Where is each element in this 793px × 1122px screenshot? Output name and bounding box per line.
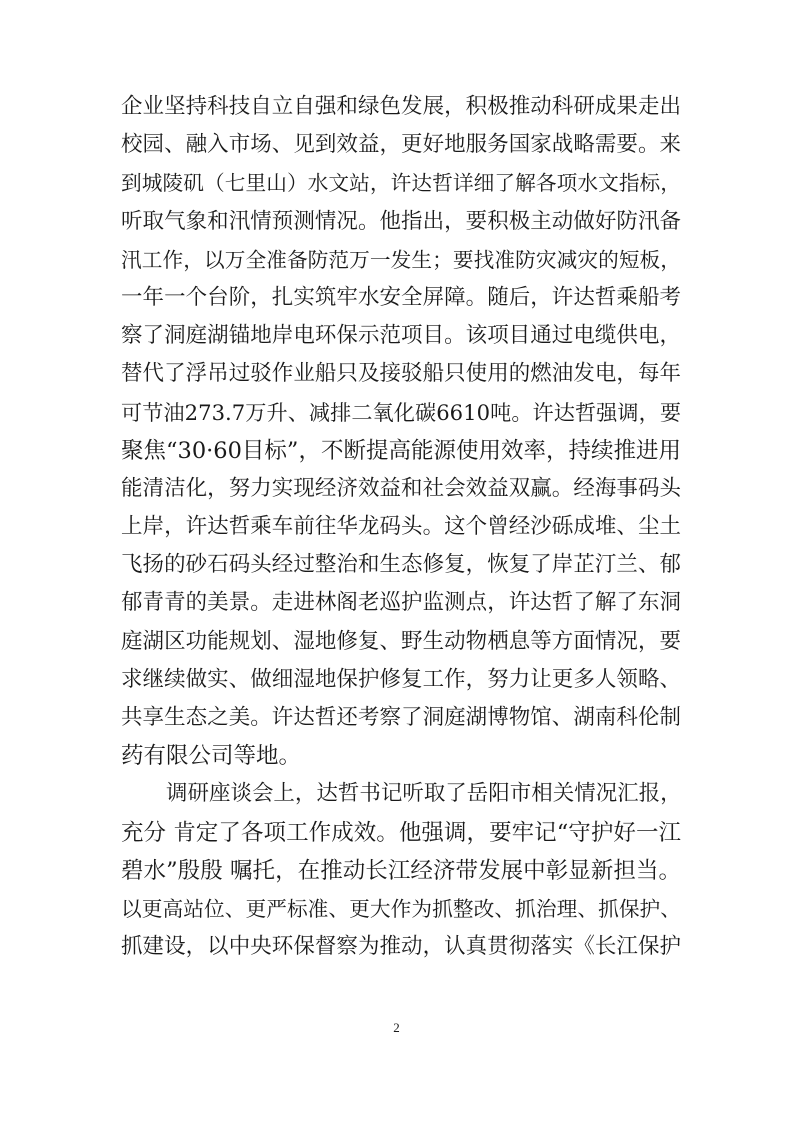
text-line: 汛工作，以万全准备防范万一发生；要找准防灾减灾的短板， (121, 247, 681, 272)
text-line: 替代了浮吊过驳作业船只及接驳船只使用的燃油发电，每年 (121, 361, 681, 387)
body-text (121, 88, 681, 966)
text-line: 碧水”殷殷 嘱托，在推动长江经济带发展中彰显新担当。 (121, 857, 681, 884)
text-line: 抓建设，以中央环保督察为推动，认真贯彻落实《长江保护 (121, 934, 681, 960)
text-line: 聚焦“30·60目标”，不断提高能源使用效率，持续推进用 (121, 437, 681, 464)
text-line: 上岸，许达哲乘车前往华龙码头。这个曾经沙砾成堆、尘土 (121, 514, 681, 540)
text-line: 可节油273.7万升、减排二氧化碳6610吨。许达哲强调，要 (121, 399, 681, 425)
text-line: 到城陵矶（七里山）水文站，许达哲详细了解各项水文指标， (121, 171, 681, 196)
text-line: 飞扬的砂石码头经过整治和生态修复，恢复了岸芷汀兰、郁 (121, 552, 681, 578)
text-line: 充分 肯定了各项工作成效。他强调，要牢记“守护好一江 (121, 819, 681, 846)
text-line: 一年一个台阶，扎实筑牢水安全屏障。随后，许达哲乘船考 (121, 284, 681, 310)
paragraph-1 (121, 88, 681, 775)
text-line: 郁青青的美景。走进林阁老巡护监测点，许达哲了解了东洞 (121, 590, 681, 616)
text-line: 调研座谈会上，达哲书记听取了岳阳市相关情况汇报， (166, 781, 682, 807)
text-line: 药有限公司等地。 (121, 743, 302, 770)
page-number: 2 (393, 1020, 400, 1035)
text-line: 庭湖区功能规划、湿地修复、野生动物栖息等方面情况，要 (121, 628, 681, 654)
paragraph-2 (121, 775, 681, 966)
text-line: 校园、融入市场、见到效益，更好地服务国家战略需要。来 (121, 132, 681, 158)
text-line: 听取气象和汛情预测情况。他指出，要积极主动做好防汛备 (121, 208, 681, 234)
text-line: 能清洁化，努力实现经济效益和社会效益双赢。经海事码头 (121, 475, 681, 501)
text-line: 察了洞庭湖锚地岸电环保示范项目。该项目通过电缆供电， (121, 323, 681, 349)
text-line: 企业坚持科技自立自强和绿色发展，积极推动科研成果走出 (121, 94, 681, 119)
text-line: 求继续做实、做细湿地保护修复工作，努力让更多人领略、 (121, 666, 681, 692)
text-line: 共享生态之美。许达哲还考察了洞庭湖博物馆、湖南科伦制 (121, 705, 681, 730)
text-line: 以更高站位、更严标准、更大作为抓整改、抓治理、抓保护、 (121, 896, 681, 921)
